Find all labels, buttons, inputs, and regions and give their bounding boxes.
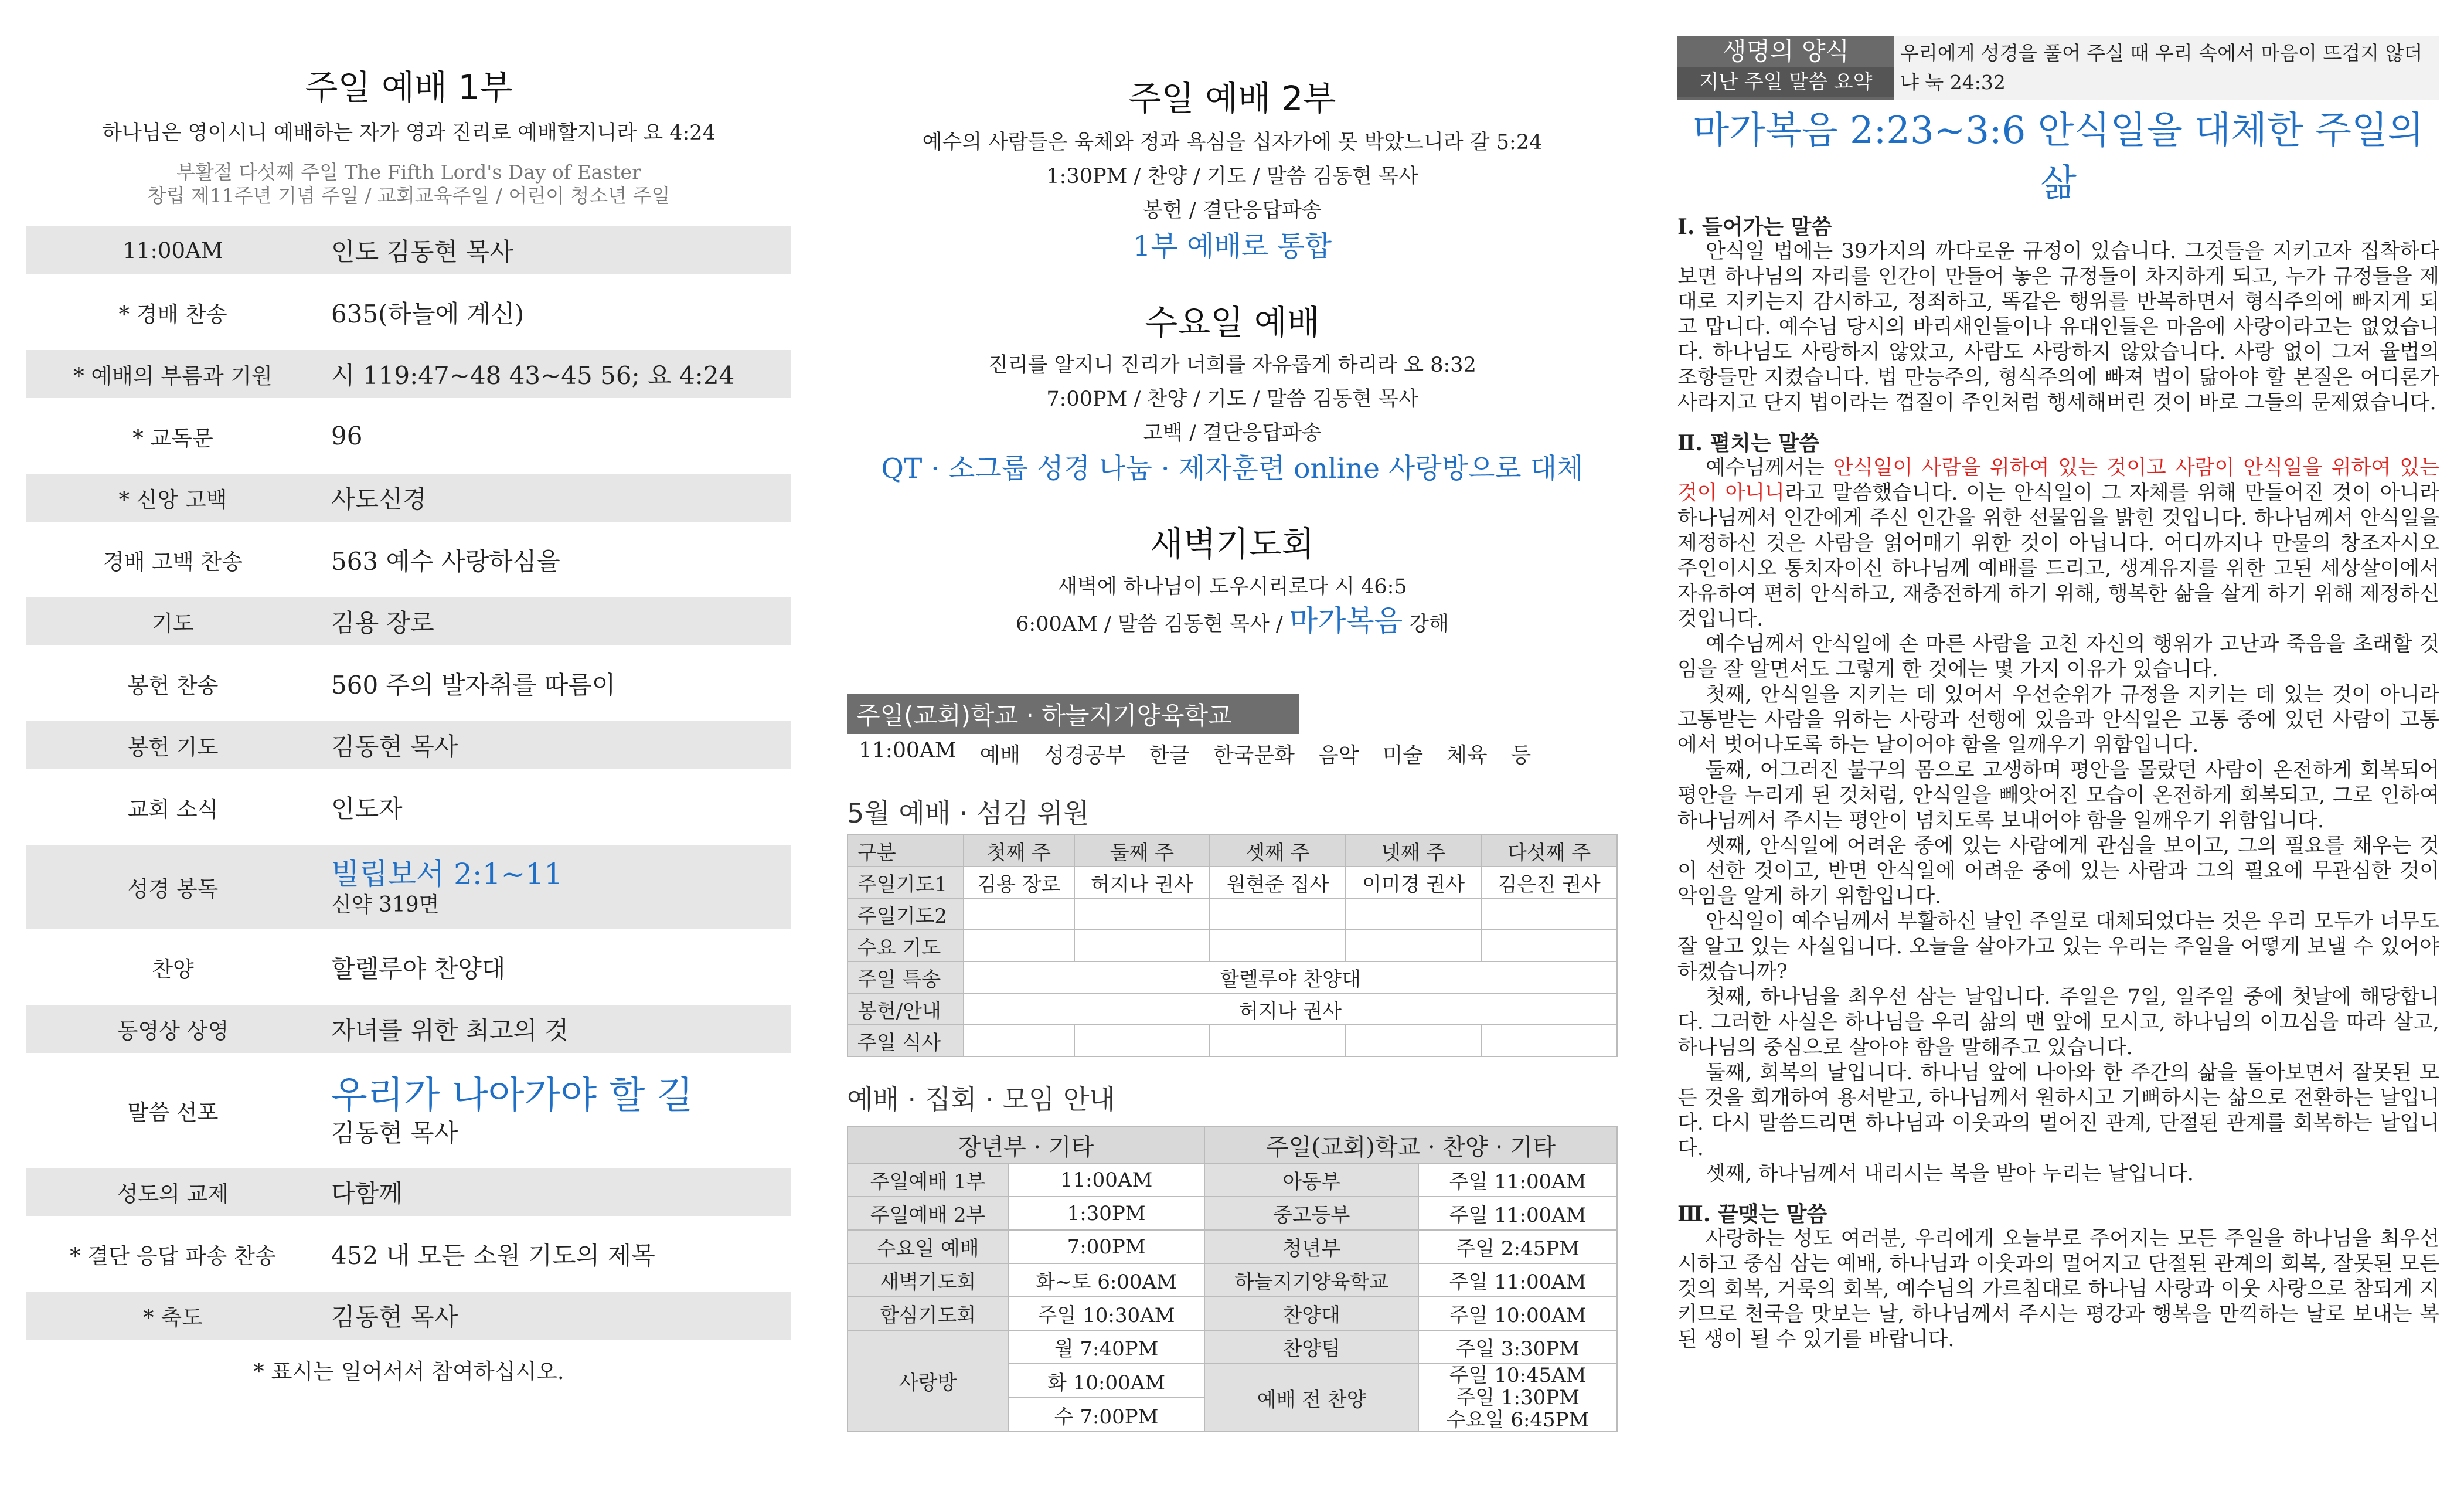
order-row-sermon	[26, 1067, 791, 1154]
school-items	[847, 739, 1618, 769]
table-cell	[1074, 898, 1210, 930]
guide-label: 주일예배 2부	[848, 1197, 1008, 1230]
section-heading: Ⅰ. 들어가는 말씀	[1677, 215, 1832, 239]
section-heading: Ⅱ. 펼치는 말씀	[1677, 431, 1819, 456]
paragraph: 셋째, 하나님께서 내리시는 복을 받아 누리는 날입니다.	[1706, 1162, 2194, 1185]
order-row	[26, 943, 791, 991]
order-value	[319, 1073, 791, 1148]
summary-badge	[1677, 36, 1894, 100]
table-cell-span: 할렐루야 찬양대	[964, 961, 1617, 993]
guide-table	[847, 1126, 1618, 1432]
order-label: 찬양	[152, 956, 194, 982]
service1-occasion: 부활절 다섯째 주일 The Fifth Lord's Day of Easter	[176, 161, 641, 184]
order-value: 563 예수 사랑하심을	[331, 546, 560, 576]
guide-time: 주일 11:00AM	[1418, 1263, 1617, 1297]
table-cell	[1074, 930, 1210, 961]
paragraph: 첫째, 안식일을 지키는 데 있어서 우선순위가 규정을 지키는 데 있는 것이 아니라 고통받는 사람을 위하는 사랑과 선행에 있음과 안식일은 고통 중에 있던 사람이 고통에서 벗어나도록 하는 날이어야 함을 일깨우기 위함입니다.	[1677, 683, 2439, 757]
table-row-label: 주일기도2	[848, 898, 964, 930]
school-item: 한국문화	[1213, 743, 1295, 767]
guide-time: 화 10:00AM	[1008, 1364, 1204, 1398]
table-row	[848, 993, 1617, 1025]
table-header: 둘째 주	[1074, 835, 1210, 867]
service2-notice: 1부 예배로 통합	[1132, 230, 1332, 263]
order-row-scripture	[26, 845, 791, 929]
paragraph	[1677, 456, 2439, 632]
table-cell-span: 허지나 권사	[964, 993, 1617, 1025]
summary-title: 마가복음 2:23~3:6 안식일을 대체한 주일의 삶	[1693, 109, 2424, 205]
summary-header	[1677, 36, 2439, 100]
table-row	[848, 930, 1617, 961]
table-cell: 이미경 권사	[1346, 867, 1482, 898]
service2-order: 1:30PM / 찬양 / 기도 / 말씀 김동현 목사	[1046, 165, 1418, 188]
table-header: 장년부 · 기타	[848, 1127, 1204, 1163]
service1-title: 주일 예배 1부	[305, 67, 513, 107]
paragraph: 안식일이 예수님께서 부활하신 날인 주일로 대체되었다는 것은 우리 모두가 너무도 잘 알고 있는 사실입니다. 오늘을 살아가고 있는 우리는 주일을 어떻게 보낼 수 있어야 하겠습니까?	[1677, 910, 2439, 984]
badge-title: 생명의 양식	[1677, 36, 1894, 67]
table-row	[848, 1230, 1617, 1263]
order-label: 교회 소식	[127, 796, 219, 822]
school-item: 미술	[1382, 743, 1424, 767]
committee-title: 5월 예배 · 섬김 위원	[847, 797, 1090, 829]
wednesday-order-2: 고백 / 결단응답파송	[1143, 422, 1322, 445]
table-header: 첫째 주	[964, 835, 1074, 867]
table-row-label: 주일 식사	[848, 1025, 964, 1056]
order-label: * 교독문	[132, 425, 213, 451]
badge-subtitle: 지난 주일 말씀 요약	[1677, 67, 1894, 97]
order-label: 기도	[152, 611, 194, 636]
order-value: 자녀를 위한 최고의 것	[331, 1016, 569, 1045]
order-row	[26, 721, 791, 769]
column-sermon-summary	[1677, 0, 2439, 1495]
column-sunday-service-1	[26, 0, 791, 1495]
dawn-prayer-title: 새벽기도회	[1150, 524, 1315, 564]
order-of-worship	[26, 226, 791, 1340]
standing-note: * 표시는 일어서서 참여하십시오.	[253, 1359, 564, 1384]
order-value: 다함께	[331, 1179, 403, 1208]
order-value: 김동현 목사	[331, 732, 458, 761]
school-header-bar: 주일(교회)학교 · 하늘지기양육학교	[847, 694, 1299, 734]
order-row	[26, 288, 791, 336]
order-label: 11:00AM	[122, 237, 223, 263]
order-row	[26, 597, 791, 645]
order-label: 봉헌 기도	[127, 735, 219, 760]
guide-label: 아동부	[1204, 1163, 1418, 1197]
sermon-preacher: 김동현 목사	[331, 1119, 458, 1147]
table-cell: 김용 장로	[964, 867, 1074, 898]
wednesday-verse: 진리를 알지니 진리가 너희를 자유롭게 하리라 요 8:32	[988, 354, 1476, 377]
table-header: 주일(교회)학교 · 찬양 · 기타	[1204, 1127, 1617, 1163]
service1-verse: 하나님은 영이시니 예배하는 자가 영과 진리로 예배할지니라 요 4:24	[102, 121, 716, 145]
order-value: 452 내 모든 소원 기도의 제목	[331, 1241, 655, 1270]
table-row	[848, 1163, 1617, 1197]
order-row	[26, 660, 791, 707]
wednesday-order: 7:00PM / 찬양 / 기도 / 말씀 김동현 목사	[1046, 388, 1418, 411]
table-row	[848, 961, 1617, 993]
guide-label: 주일예배 1부	[848, 1163, 1008, 1197]
service2-title: 주일 예배 2부	[1128, 79, 1336, 118]
paragraph: 예수님께서 안식일에 손 마른 사람을 고친 자신의 행위가 고난과 죽음을 초래할 것임을 잘 알면서도 그렇게 한 것에는 몇 가지 이유가 있습니다.	[1677, 633, 2439, 681]
guide-time: 주일 3:30PM	[1418, 1330, 1617, 1364]
order-label: 경배 고백 찬송	[103, 549, 243, 575]
header-verse: 우리에게 성경을 풀어 주실 때 우리 속에서 마음이 뜨겁지 않더냐 눅 24:32	[1894, 36, 2439, 100]
guide-label: 합심기도회	[848, 1297, 1008, 1330]
order-value: 96	[331, 422, 363, 450]
table-cell	[964, 898, 1074, 930]
table-cell	[1481, 898, 1617, 930]
highlighted-quote: 안식일이 사람을 위하여 있는 것이고 사람이 안식일을 위하여 있는 것이 아니니	[1677, 456, 2439, 505]
service2-order-2: 봉헌 / 결단응답파송	[1143, 199, 1322, 222]
guide-time: 수요일 6:45PM	[1446, 1408, 1590, 1432]
table-cell	[1210, 898, 1346, 930]
table-cell: 허지나 권사	[1074, 867, 1210, 898]
guide-time: 주일 2:45PM	[1418, 1230, 1617, 1263]
order-row	[26, 350, 791, 398]
order-label: 성도의 교제	[117, 1181, 229, 1207]
school-item: 한글	[1149, 743, 1190, 767]
service1-occasion-2: 창립 제11주년 기념 주일 / 교회교육주일 / 어린이 청소년 주일	[147, 184, 671, 207]
guide-label: 새벽기도회	[848, 1263, 1008, 1297]
table-header: 구분	[848, 835, 964, 867]
table-row-label: 수요 기도	[848, 930, 964, 961]
order-value: 사도신경	[331, 485, 427, 514]
paragraph: 첫째, 하나님을 최우선 삼는 날입니다. 주일은 7일, 일주일 중에 첫날에 해당합니다. 그러한 사실은 하나님을 우리 삶의 맨 앞에 모시고, 하나님의 이끄심을 따라 살고, 하나님의 중심으로 살아야 함을 말해주고 있습니다.	[1677, 986, 2439, 1059]
guide-time: 주일 11:00AM	[1418, 1163, 1617, 1197]
order-row	[26, 536, 791, 583]
table-row	[848, 1330, 1617, 1364]
table-cell: 김은진 권사	[1481, 867, 1617, 898]
table-cell	[1074, 1025, 1210, 1056]
order-value: 635(하늘에 계신)	[331, 299, 525, 328]
order-row	[26, 412, 791, 460]
section-heading: Ⅲ. 끝맺는 말씀	[1677, 1202, 1827, 1226]
paragraph-text: 라고 말씀했습니다. 이는 안식일이 그 자체를 위해 만들어진 것이 아니라 하나님께서 인간에게 주신 인간을 위한 선물임을 밝힌 것입니다. 하나님께서 안식일을 제정하신 것은 사람을 얽어매기 위한 것이 아닙니다. 어디까지나 만물의 창조자시오 주인이시오 통치자이신 하나님께 예배를 드리고, 생계유지를 위한 고된 세상살이에서 자유하여 편히 안식하고, 재충전하게 하기 위해, 행복한 삶을 살게 하기 위해 제정하신 것입니다.	[1677, 481, 2439, 631]
table-cell	[1346, 930, 1482, 961]
guide-time: 7:00PM	[1008, 1230, 1204, 1263]
order-label: * 결단 응답 파송 찬송	[70, 1243, 276, 1269]
guide-time: 1:30PM	[1008, 1197, 1204, 1230]
guide-label: 사랑방	[848, 1330, 1008, 1432]
guide-time-multi	[1418, 1364, 1617, 1432]
paragraph-text: 예수님께서는	[1706, 456, 1833, 480]
committee-table	[847, 834, 1618, 1057]
sermon-title: 우리가 나아가야 할 길	[331, 1074, 693, 1117]
table-row	[848, 1025, 1617, 1056]
order-row	[26, 474, 791, 522]
table-header: 다섯째 주	[1481, 835, 1617, 867]
order-label: 동영상 상영	[117, 1018, 229, 1044]
guide-time: 주일 11:00AM	[1418, 1197, 1617, 1230]
order-label: * 경배 찬송	[118, 301, 227, 327]
paragraph: 둘째, 회복의 날입니다. 하나님 앞에 나아와 한 주간의 삶을 돌아보면서 잘못된 모든 것을 회개하여 용서받고, 하나님께서 원하시고 기뻐하시는 삶으로 전환하는 날입니다. 다시 말씀드리면 하나님과 이웃과의 멀어진 관계, 단절된 관계를 회복하는 날입니다.	[1677, 1061, 2439, 1160]
dawn-prayer-book: 마가복음	[1289, 604, 1403, 638]
guide-time: 주일 10:30AM	[1008, 1297, 1204, 1330]
wednesday-title: 수요일 예배	[1145, 303, 1320, 342]
paragraph: 둘째, 어그러진 불구의 몸으로 고생하며 평안을 몰랐던 사람이 온전하게 회복되어 평안을 누리게 된 것처럼, 안식일을 빼앗어진 모습이 온전하게 회복되고, 그로 인하여 하나님께서 주시는 평안이 넘치도록 보내어야 함을 일깨우기 위함입니다.	[1677, 759, 2439, 833]
table-header-row	[848, 1127, 1617, 1163]
order-value: 김용 장로	[331, 609, 434, 637]
scripture-page: 신약 319면	[331, 893, 440, 917]
service2-verse: 예수의 사람들은 육체와 정과 욕심을 십자가에 못 박았느니라 갈 5:24	[922, 131, 1543, 154]
order-value: 할렐루야 찬양대	[331, 954, 506, 983]
guide-label: 찬양팀	[1204, 1330, 1418, 1364]
table-cell	[1346, 1025, 1482, 1056]
table-row	[848, 1263, 1617, 1297]
table-row	[848, 1197, 1617, 1230]
table-cell	[1210, 930, 1346, 961]
order-label: 말씀 선포	[127, 1100, 219, 1125]
dawn-prayer-verse: 새벽에 하나님이 도우시리로다 시 46:5	[1057, 575, 1407, 599]
school-item: 11:00AM	[859, 739, 957, 763]
table-cell	[964, 930, 1074, 961]
table-header: 셋째 주	[1210, 835, 1346, 867]
table-cell	[964, 1025, 1074, 1056]
guide-time: 11:00AM	[1008, 1163, 1204, 1197]
order-label: 봉헌 찬송	[127, 672, 219, 698]
guide-time: 수 7:00PM	[1008, 1398, 1204, 1432]
order-label: * 예배의 부름과 기원	[73, 363, 273, 389]
guide-time: 월 7:40PM	[1008, 1330, 1204, 1364]
order-label: * 신앙 고백	[118, 487, 227, 512]
table-header-row	[848, 835, 1617, 867]
table-cell	[1481, 1025, 1617, 1056]
table-row	[848, 867, 1617, 898]
dawn-prayer-time: 6:00AM / 말씀 김동현 목사 /	[1016, 613, 1283, 636]
order-value: 김동현 목사	[331, 1303, 458, 1331]
guide-time: 화~토 6:00AM	[1008, 1263, 1204, 1297]
table-row	[848, 1297, 1617, 1330]
order-row	[26, 1005, 791, 1053]
table-header: 넷째 주	[1346, 835, 1482, 867]
table-cell	[1481, 930, 1617, 961]
paragraph: 안식일 법에는 39가지의 까다로운 규정이 있습니다. 그것들을 지키고자 집착하다 보면 하나님의 자리를 인간이 만들어 놓은 규정들이 차지하게 되고, 누가 규정들을 제대로 지키는지 감시하고, 정죄하고, 똑같은 행위를 반복하면서 형식주의에 빠지게 되고 맙니다. 예수님 당시의 바리새인들이나 유대인들은 마음에 사랑이라고는 없었습니다. 하나님도 사랑하지 않았고, 사람도 사랑하지 않았습니다. 사랑 없이 그저 율법의 조항들만 지켰습니다. 법 만능주의, 형식주의에 빠져 법이 닮아야 할 본질은 어디론가 사라지고 단지 법이라는 껍질이 주인처럼 행세해버린 것이 바로 그들의 문제였습니다.	[1677, 240, 2439, 414]
order-row	[26, 783, 791, 831]
school-item: 성경공부	[1044, 743, 1126, 767]
guide-time: 주일 10:45AM	[1449, 1364, 1587, 1387]
order-row	[26, 226, 791, 274]
guide-label: 찬양대	[1204, 1297, 1418, 1330]
table-row-label: 봉헌/안내	[848, 993, 964, 1025]
order-row	[26, 1292, 791, 1340]
order-value: 560 주의 발자취를 따름이	[331, 670, 616, 699]
dawn-prayer-suffix: 강해	[1409, 613, 1449, 636]
guide-time: 주일 1:30PM	[1456, 1386, 1580, 1409]
order-row	[26, 1168, 791, 1216]
order-value: 시 119:47~48 43~45 56; 요 4:24	[331, 361, 735, 390]
order-label: 성경 봉독	[127, 876, 219, 902]
column-services-and-schedule	[847, 0, 1618, 1495]
wednesday-notice: QT · 소그룹 성경 나눔 · 제자훈련 online 사랑방으로 대체	[881, 453, 1584, 485]
order-label: * 축도	[143, 1305, 203, 1330]
school-item: 음악	[1318, 743, 1359, 767]
guide-label: 청년부	[1204, 1230, 1418, 1263]
table-row-label: 주일 특송	[848, 961, 964, 993]
table-cell: 원현준 집사	[1210, 867, 1346, 898]
scripture-reference: 빌립보서 2:1~11	[331, 857, 563, 891]
paragraph: 사랑하는 성도 여러분, 우리에게 오늘부로 주어지는 모든 주일을 하나님을 최우선시하고 중심 삼는 예배, 하나님과 이웃과의 멀어지고 단절된 관계의 회복, 잘못된 모든 것의 회복, 거룩의 회복, 예수님의 가르침대로 하나님 사랑과 이웃 사랑으로 참되게 지키므로 천국을 맛보는 날, 하나님께서 주시는 평강과 행복을 만끽하는 날로 보내는 복된 생이 될 수 있기를 바랍니다.	[1677, 1227, 2439, 1351]
table-row-label: 주일기도1	[848, 867, 964, 898]
order-value: 인도자	[331, 794, 403, 823]
guide-title: 예배 · 집회 · 모임 안내	[847, 1083, 1115, 1115]
school-item: 예배	[979, 743, 1021, 767]
guide-label: 하늘지기양육학교	[1204, 1263, 1418, 1297]
order-value	[319, 856, 791, 918]
dawn-prayer-order	[847, 604, 1618, 641]
order-row	[26, 1230, 791, 1277]
school-item: 체육	[1447, 743, 1488, 767]
paragraph: 셋째, 안식일에 어려운 중에 있는 사람에게 관심을 보이고, 그의 필요를 채우는 것이 선한 것이고, 반면 안식일에 어려운 중에 있는 사람과 그의 필요에 무관심한 것이 악임을 알게 하기 위함입니다.	[1677, 834, 2439, 908]
table-cell	[1346, 898, 1482, 930]
table-cell	[1210, 1025, 1346, 1056]
guide-label: 중고등부	[1204, 1197, 1418, 1230]
order-value: 인도 김동현 목사	[331, 237, 513, 266]
guide-label: 예배 전 찬양	[1204, 1364, 1418, 1432]
guide-time: 주일 10:00AM	[1418, 1297, 1617, 1330]
table-row	[848, 898, 1617, 930]
school-item: 등	[1510, 743, 1532, 767]
guide-label: 수요일 예배	[848, 1230, 1008, 1263]
